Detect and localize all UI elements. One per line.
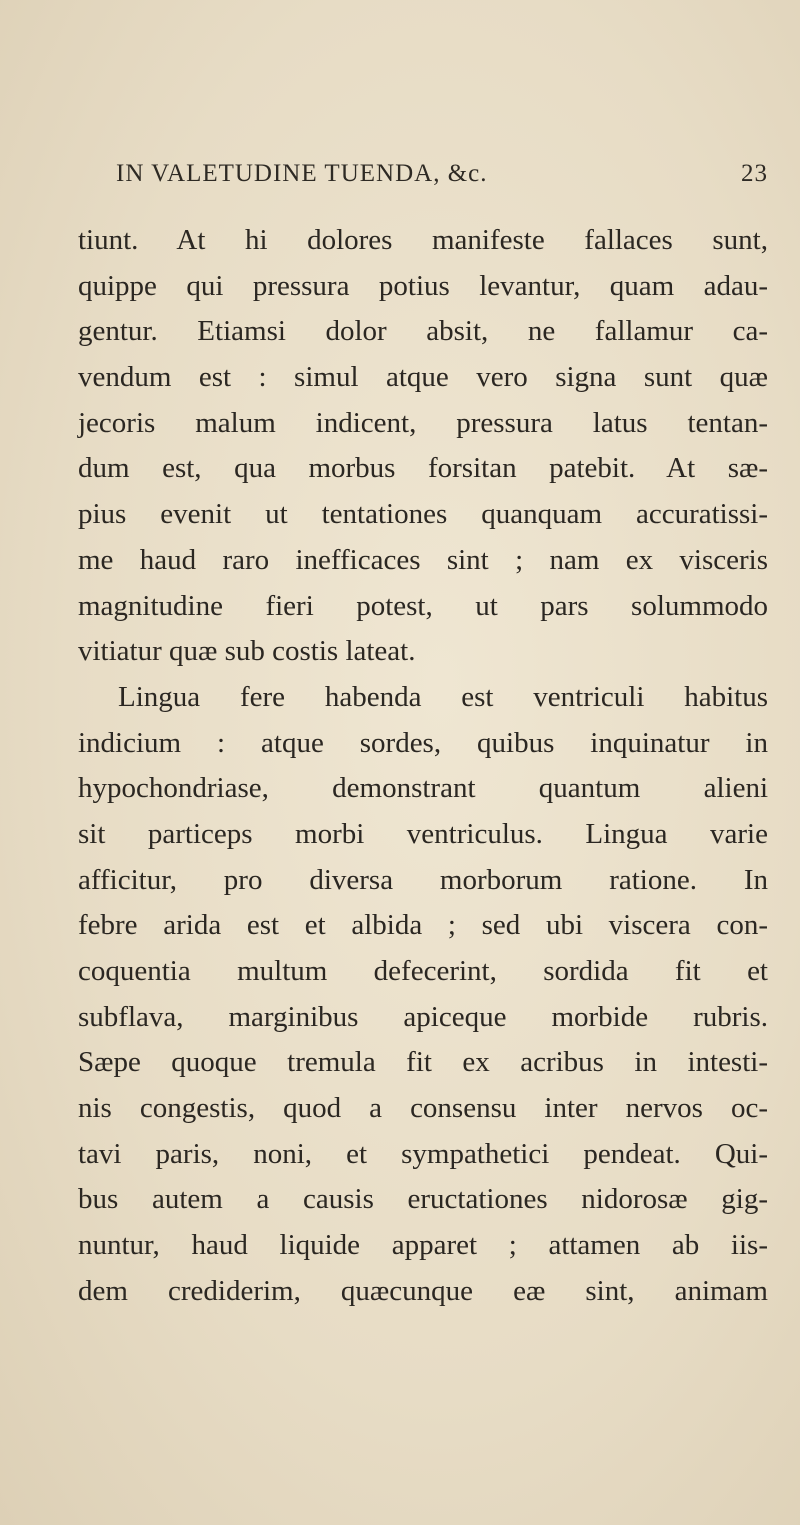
text-line: Sæpe quoque tremula fit ex acribus in intesti- <box>78 1046 768 1079</box>
text-line: afficitur, pro diversa morborum ratione. In <box>78 863 768 896</box>
text-line: bus autem a causis eructationes nidorosæ gig- <box>78 1183 768 1216</box>
text-line: tiunt. At hi dolores manifeste fallaces sunt, <box>78 224 768 256</box>
text-line: dem crediderim, quæcunque eæ sint, animam <box>78 1274 768 1307</box>
body-text <box>78 218 768 1315</box>
text-line: magnitudine fieri potest, ut pars solummodo <box>78 589 768 622</box>
text-line: dum est, qua morbus forsitan patebit. At sæ- <box>78 452 768 485</box>
text-line: sit particeps morbi ventriculus. Lingua varie <box>78 817 768 850</box>
text-line: subflava, marginibus apiceque morbide rubris. <box>78 1000 768 1033</box>
text-line: vitiatur quæ sub costis lateat. <box>78 635 416 668</box>
text-line: quippe qui pressura potius levantur, quam adau- <box>78 269 768 302</box>
text-line: coquentia multum defecerint, sordida fit et <box>78 955 768 987</box>
text-line: nis congestis, quod a consensu inter nervos oc- <box>78 1092 768 1125</box>
text-line: indicium : atque sordes, quibus inquinatur in <box>78 726 768 759</box>
running-title: IN VALETUDINE TUENDA, &c. <box>116 160 488 187</box>
text-line: nuntur, haud liquide apparet ; attamen ab iis- <box>78 1229 768 1262</box>
paragraph-start-line: Lingua fere habenda est ventriculi habitus <box>118 680 768 713</box>
text-line: vendum est : simul atque vero signa sunt quæ <box>78 361 768 394</box>
text-line: tavi paris, noni, et sympathetici pendeat. Qui- <box>78 1137 768 1170</box>
text-line: hypochondriase, demonstrant quantum alieni <box>78 772 768 805</box>
text-line: febre arida est et albida ; sed ubi viscera con- <box>78 909 768 942</box>
text-line: me haud raro inefficaces sint ; nam ex visceris <box>78 543 768 576</box>
text-line: pius evenit ut tentationes quanquam accuratissi- <box>78 498 768 531</box>
text-line: gentur. Etiamsi dolor absit, ne fallamur ca- <box>78 315 768 348</box>
page-number: 23 <box>741 160 768 187</box>
text-line: jecoris malum indicent, pressura latus tentan- <box>78 406 768 439</box>
